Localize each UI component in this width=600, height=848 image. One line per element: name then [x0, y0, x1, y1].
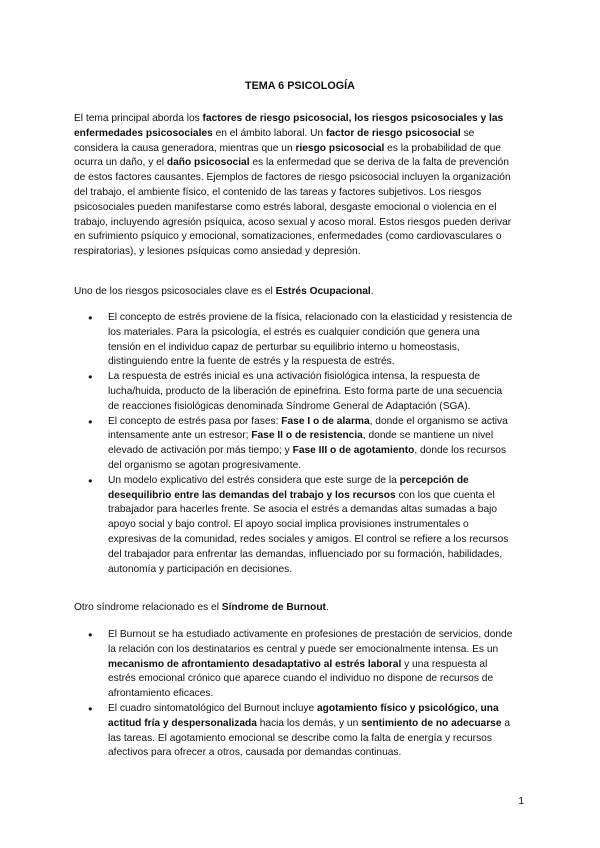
bold-term: Síndrome de Burnout [221, 602, 326, 613]
bold-term: Fase II o de resistencia [251, 430, 363, 442]
bold-term: Fase III o de agotamiento [292, 445, 415, 457]
bold-term: riesgo psicosocial [295, 142, 385, 154]
bold-term: factor de riesgo psicosocial [326, 127, 461, 139]
page-number: 1 [518, 796, 524, 807]
stress-intro-paragraph: Uno de los riesgos psicosociales clave es el Estrés Ocupacional. [74, 286, 374, 297]
bold-term: Estrés Ocupacional [275, 286, 371, 297]
stress-bullet-4: ● Un modelo explicativo del estrés considera que este surge de la percepción de desequilibrio entre las demandas del trabajo y los recursos con los que cuenta el trabajador para hacerles frente. Se asocia el estrés a demandas altas sumadas a bajo apoyo social y bajo control. El apoyo social implica provisiones instrumentales o expresivas de la comunidad, redes sociales y amigos. El control se refiere a los recursos del trabajador para enfrentar las demandas, influenciado por su formación, habilidades, autonomía y participación en decisiones. [74, 474, 514, 578]
burnout-bullet-1: ● El Burnout se ha estudiado activamente en profesiones de prestación de servicios, donde la relación con los destinatarios es central y puede ser emocionalmente intensa. Es un mecanismo de afrontamiento desadaptativo al estrés laboral y una respuesta al estrés emocional crónico que aparece cuando el individuo no dispone de recursos de afrontamiento eficaces. [74, 628, 514, 702]
bold-term: Fase I o de alarma [281, 415, 370, 427]
stress-bullet-3: ● El concepto de estrés pasa por fases: Fase I o de alarma, donde el organismo se activa intensamente ante un estresor; Fase II o de resistencia, donde se mantiene un nivel elevado de activación por más tiempo; y Fase III o de agotamiento, donde los recursos del organismo se agotan progresivamente. [74, 415, 514, 474]
stress-bullet-list [74, 311, 514, 577]
intro-paragraph: El tema principal aborda los factores de riesgo psicosocial, los riesgos psicosociales y las enfermedades psicosociales en el ámbito laboral. Un factor de riesgo psicosocial se considera la causa generadora, mientras que un riesgo psicosocial es la probabilidad de que ocurra un daño, y el daño psicosocial es la enfermedad que se deriva de la falta de prevención de estos factores causantes. Ejemplos de factores de riesgo psicosocial incluyen la organización del trabajo, el ambiente físico, el contenido de las tareas y factores subjetivos. Los riesgos psicosociales pueden manifestarse como estrés laboral, desgaste emocional o violencia en el trabajo, incluyendo agresión psíquica, acoso sexual y acoso moral. Estos riesgos pueden derivar en sufrimiento psíquico y emocional, somatizaciones, enfermedades (como cardiovasculares o respiratorias), y lesiones psíquicas como ansiedad y depresión. [74, 113, 512, 258]
bold-term: sentimiento de no adecuarse [361, 717, 502, 729]
document-title: TEMA 6 PSICOLOGÍA [245, 80, 355, 92]
bold-term: agotamiento físico y psicológico, una actitud fría y despersonalizada [108, 702, 499, 729]
burnout-bullet-2: ● El cuadro sintomatológico del Burnout incluye agotamiento físico y psicológico, una actitud fría y despersonalizada hacia los demás, y un sentimiento de no adecuarse a las tareas. El agotamiento emocional se describe como la falta de energía y recursos afectivos para ofrecer a otros, causada por demandas continuas. [74, 702, 514, 761]
bold-term: percepción de desequilibrio entre las demandas del trabajo y los recursos [108, 474, 469, 501]
bold-term: daño psicosocial [166, 157, 250, 169]
bold-term: factores de riesgo psicosocial, los riesgos psicosociales y las enfermedades psicosociales [74, 113, 504, 139]
burnout-intro-paragraph: Otro síndrome relacionado es el Síndrome de Burnout. [74, 602, 329, 613]
burnout-bullet-list [74, 628, 514, 761]
bold-term: mecanismo de afrontamiento desadaptativo al estrés laboral [108, 658, 402, 670]
stress-bullet-1: ● El concepto de estrés proviene de la física, relacionado con la elasticidad y resistencia de los materiales. Para la psicología, el estrés es cualquier condición que genera una tensión en el individuo capaz de perturbar su equilibrio interno u homeostasis, distinguiendo entre la fuente de estrés y la respuesta de estrés. [74, 311, 514, 370]
stress-bullet-2: ● La respuesta de estrés inicial es una activación fisiológica intensa, la respuesta de lucha/huida, producto de la liberación de epinefrina. Esto forma parte de una secuencia de reacciones fisiológicas denominada Síndrome General de Adaptación (SGA). [74, 370, 514, 414]
